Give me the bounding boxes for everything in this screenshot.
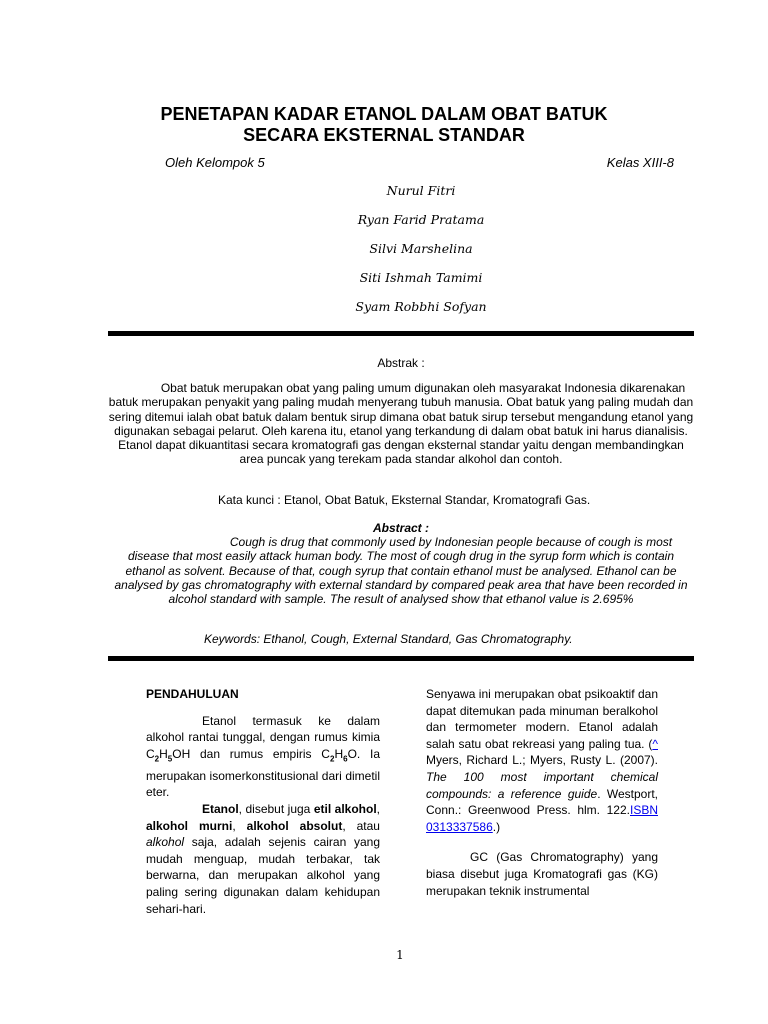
caret-link[interactable]: ^	[652, 736, 658, 751]
author-name: Siti Ishmah Tamimi	[359, 270, 483, 285]
author-name: Nurul Fitri	[386, 183, 456, 198]
author-name: Syam Robbhi Sofyan	[355, 299, 487, 314]
author-name: Ryan Farid Pratama	[357, 212, 485, 227]
title-line-2: SECARA EKSTERNAL STANDAR	[243, 125, 525, 145]
kata-kunci: Kata kunci : Etanol, Obat Batuk, Eksternal Standar, Kromatografi Gas.	[218, 493, 591, 507]
abstract-body: Cough is drug that commonly used by Indonesian people because of cough is most disease that most easily attack human body. The most of cough drug in the syrup form which is contain ethanol as solvent. Because of that, cough syrup that contain ethanol must be analysed. Ethanol can be analysed by gas chromatography with external standard by compared peak area that have been recorded in alcohol standard with sample. The result of analysed show that ethanol value is 2.695%	[114, 535, 688, 607]
abstract-heading: Abstract :	[372, 521, 429, 535]
compound-paragraph: Senyawa ini merupakan obat psikoaktif dan dapat ditemukan pada minuman beralkohol dan termometer modern. Etanol adalah salah satu obat rekreasi yang paling tua. (^ Myers, Richard L.; Myers, Rusty L. (2007). The 100 most important chemical compounds: a reference guide. Westport, Conn.: Greenwood Press. hlm. 122.ISBN 0313337586.)	[426, 687, 659, 834]
gc-paragraph: GC (Gas Chromatography) yang biasa disebut juga Kromatografi gas (KG) merupakan teknik instrumental	[426, 850, 658, 898]
title-line-1: PENETAPAN KADAR ETANOL DALAM OBAT BATUK	[160, 104, 608, 124]
isbn-link[interactable]: ISBN	[629, 803, 658, 818]
byline-group: Oleh Kelompok 5	[165, 155, 265, 170]
bottom-divider	[108, 656, 694, 661]
abstrak-heading: Abstrak :	[377, 356, 425, 370]
right-column	[426, 686, 658, 899]
byline-class: Kelas XIII-8	[606, 155, 674, 170]
isbn-number-link[interactable]: 0313337586	[426, 819, 493, 834]
intro-paragraph: Etanol termasuk ke dalam alkohol rantai tunggal, dengan rumus kimia $C_2H_5OH$ dan rumus empiris $C_2H_6O$. Ia merupakan isomerkonstitusional dari dimetil eter.	[146, 713, 380, 800]
section-heading: PENDAHULUAN	[146, 687, 239, 701]
page-number: 1	[396, 948, 404, 962]
abstrak-body: Obat batuk merupakan obat yang paling umum digunakan oleh masyarakat Indonesia dikarenakan batuk merupakan penyakit yang paling mudah menyerang tubuh manusia. Obat batuk yang paling mudah dan sering ditemui ialah obat batuk dalam bentuk sirup dimana obat batuk sirup tersebut mengandung etanol yang digunakan sebagai pelarut. Oleh karena itu, etanol yang terkandung di dalam obat batuk ini harus dianalisis. Etanol dapat dikuantitasi secara kromatografi gas dengan eksternal standar yaitu dengan membandingkan area puncak yang terekam pada standar alkohol dan contoh.	[108, 381, 694, 467]
top-divider	[108, 331, 694, 336]
left-column	[146, 686, 380, 917]
keywords: Keywords: Ethanol, Cough, External Standard, Gas Chromatography.	[204, 632, 573, 646]
author-name: Silvi Marshelina	[369, 241, 473, 256]
ethanol-paragraph: Etanol, disebut juga etil alkohol, alkohol murni, alkohol absolut, atau alkohol saja, adalah sejenis cairan yang mudah menguap, mudah terbakar, tak berwarna, dan merupakan alkohol yang paling sering digunakan dalam kehidupan sehari-hari.	[146, 801, 380, 916]
